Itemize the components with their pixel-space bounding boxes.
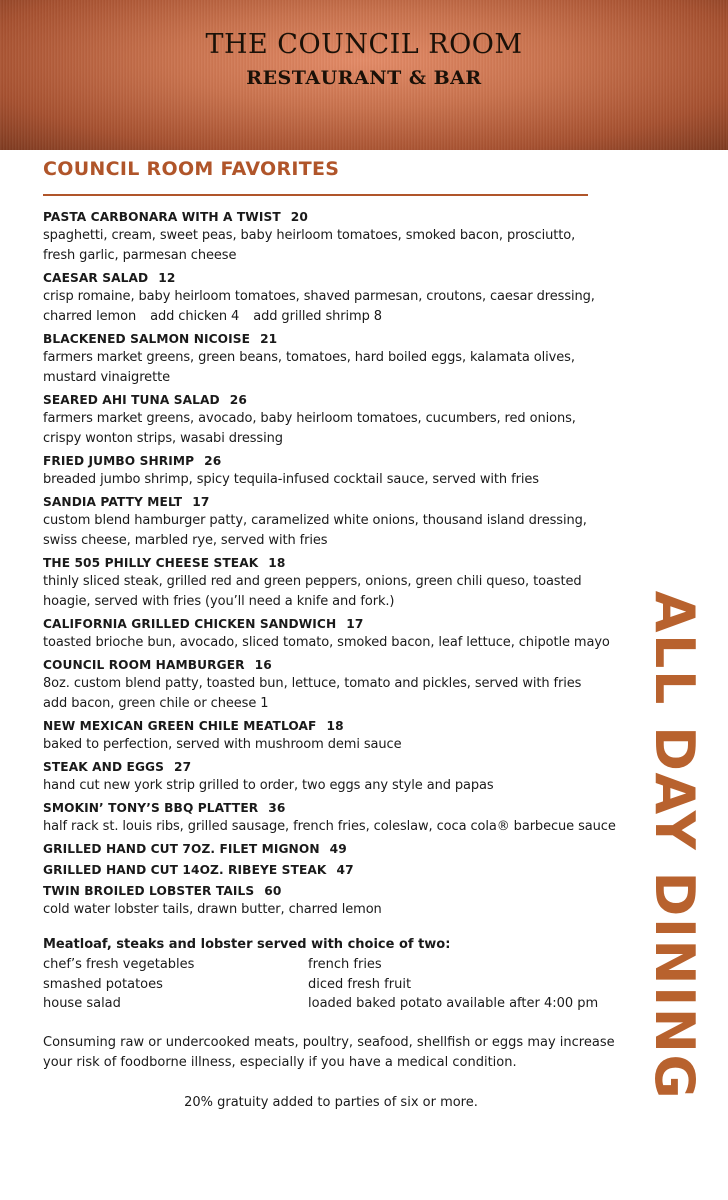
item-name: GRILLED HAND CUT 7OZ. FILET MIGNON 49 [43,842,347,856]
item-name: NEW MEXICAN GREEN CHILE MEATLOAF 18 [43,719,344,733]
item-name: PASTA CARBONARA WITH A TWIST 20 [43,210,308,224]
item-description: 8oz. custom blend patty, toasted bun, lettuce, tomato and pickles, served with fries [43,676,582,691]
item-description: hoagie, served with fries (you’ll need a knife and fork.) [43,594,395,609]
item-description: crisp romaine, baby heirloom tomatoes, shaved parmesan, croutons, caesar dressing, [43,289,595,304]
menu-item [43,208,633,266]
item-description: farmers market greens, avocado, baby heirloom tomatoes, cucumbers, red onions, [43,411,576,426]
item-name: CALIFORNIA GRILLED CHICKEN SANDWICH 17 [43,617,364,631]
item-name: FRIED JUMBO SHRIMP 26 [43,454,222,468]
restaurant-subtitle: RESTAURANT & BAR [246,67,482,89]
item-name: STEAK AND EGGS 27 [43,760,192,774]
menu-item [43,882,633,920]
item-price: 36 [268,801,286,815]
menu-item [43,840,633,858]
sides-list [43,955,633,1014]
item-price: 17 [192,495,210,509]
item-price: 17 [346,617,364,631]
item-price: 20 [290,210,308,224]
item-description: crispy wonton strips, wasabi dressing [43,431,283,446]
item-name: SANDIA PATTY MELT 17 [43,495,210,509]
item-description: spaghetti, cream, sweet peas, baby heirloom tomatoes, smoked bacon, prosciutto, [43,228,576,243]
item-price: 26 [204,454,222,468]
item-description: swiss cheese, marbled rye, served with fries [43,533,328,548]
header-banner [0,0,728,150]
item-name: GRILLED HAND CUT 14OZ. RIBEYE STEAK 47 [43,863,354,877]
item-price: 26 [229,393,247,407]
item-price: 47 [336,863,354,877]
side-option: loaded baked potato available after 4:00 pm [308,996,599,1011]
side-option: smashed potatoes [43,976,163,992]
item-description: farmers market greens, green beans, tomatoes, hard boiled eggs, kalamata olives, [43,350,575,365]
menu-item [43,799,633,837]
item-price: 60 [264,884,282,898]
item-name: CAESAR SALAD 12 [43,271,176,285]
menu-item [43,269,633,327]
item-description: custom blend hamburger patty, caramelized white onions, thousand island dressing, [43,513,587,528]
sides-title: Meatloaf, steaks and lobster served with choice of two: [43,937,451,952]
menu-item [43,330,633,388]
restaurant-name: THE COUNCIL ROOM [205,29,523,60]
item-price: 18 [268,556,286,570]
item-price: 18 [326,719,344,733]
item-price: 12 [158,271,176,285]
section-title: COUNCIL ROOM FAVORITES [43,158,340,180]
item-name: BLACKENED SALMON NICOISE 21 [43,332,278,346]
item-description: fresh garlic, parmesan cheese [43,248,237,263]
sides-section [43,935,633,1014]
section-divider [43,194,588,196]
health-disclaimer: Consuming raw or undercooked meats, poultry, seafood, shellfish or eggs may increase your risk of foodborne illness, especially if you have a medical condition. [43,1035,615,1070]
menu-item [43,391,633,449]
all-day-dining-banner [643,565,707,1125]
menu-item [43,615,633,653]
item-price: 21 [260,332,278,346]
item-description: add bacon, green chile or cheese 1 [43,696,269,711]
gratuity-note: 20% gratuity added to parties of six or more. [184,1095,478,1110]
menu-item [43,717,633,755]
item-name: TWIN BROILED LOBSTER TAILS 60 [43,884,282,898]
menu-item [43,758,633,796]
item-description: thinly sliced steak, grilled red and green peppers, onions, green chili queso, toasted [43,574,582,589]
item-price: 27 [174,760,192,774]
item-name: SEARED AHI TUNA SALAD 26 [43,393,247,407]
side-option: house salad [43,996,121,1011]
item-price: 49 [329,842,347,856]
banner-text: ALL DAY DINING [643,590,707,1100]
side-option: diced fresh fruit [308,976,412,992]
item-description: toasted brioche bun, avocado, sliced tomato, smoked bacon, leaf lettuce, chipotle mayo [43,635,610,650]
menu-item [43,861,633,879]
item-description: baked to perfection, served with mushroom demi sauce [43,737,402,752]
item-name: SMOKIN’ TONY’S BBQ PLATTER 36 [43,801,286,815]
item-description: half rack st. louis ribs, grilled sausage, french fries, coleslaw, coca cola® barbecue sauce [43,819,616,834]
item-description: hand cut new york strip grilled to order, two eggs any style and papas [43,778,494,793]
side-option: chef’s fresh vegetables [43,957,195,972]
item-name: THE 505 PHILLY CHEESE STEAK 18 [43,556,286,570]
item-description: mustard vinaigrette [43,370,170,385]
item-name: COUNCIL ROOM HAMBURGER 16 [43,658,272,672]
menu-item [43,493,633,551]
menu-item [43,452,633,490]
menu-items [43,205,633,920]
menu-item [43,656,633,714]
item-price: 16 [254,658,272,672]
item-addons: charred lemon add chicken 4 add grilled shrimp 8 [43,309,382,324]
side-option: french fries [308,957,382,972]
item-description: cold water lobster tails, drawn butter, charred lemon [43,902,382,917]
menu-item [43,554,633,612]
item-description: breaded jumbo shrimp, spicy tequila-infused cocktail sauce, served with fries [43,472,539,487]
